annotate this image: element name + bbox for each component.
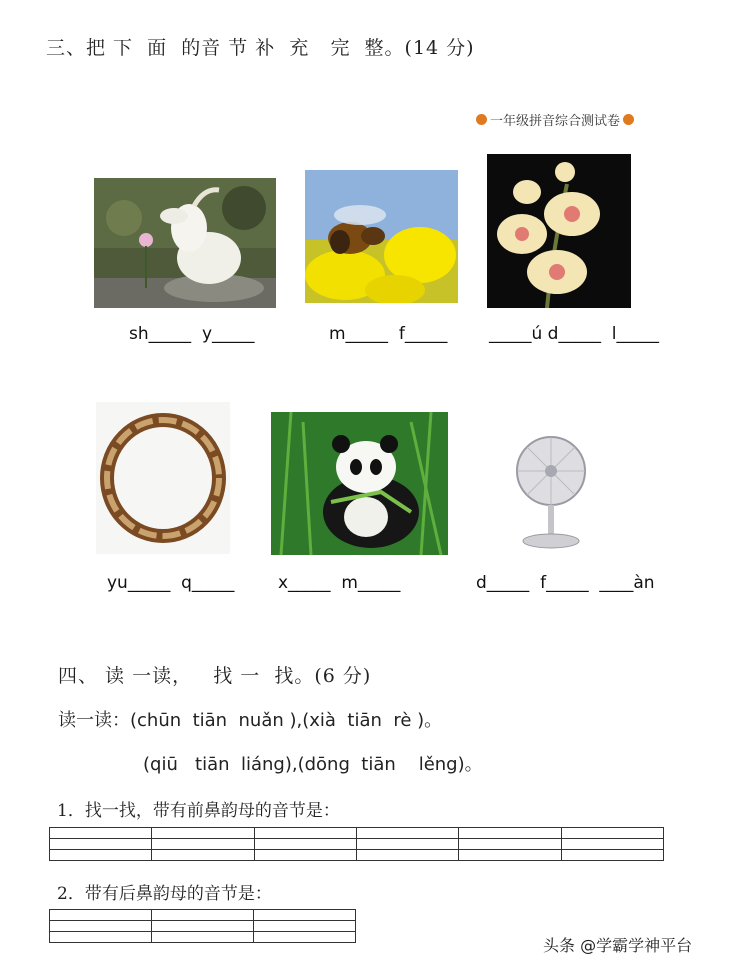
read-line-1 <box>58 706 442 732</box>
answer-cell[interactable] <box>50 850 152 861</box>
answer-cell[interactable] <box>561 850 663 861</box>
question-2: 2．带有后鼻韵母的音节是： <box>57 884 272 904</box>
table-row <box>50 910 356 921</box>
answer-cell[interactable] <box>254 910 356 921</box>
answer-cell[interactable] <box>50 932 152 943</box>
answer-cell[interactable] <box>50 839 152 850</box>
bee-picture <box>305 170 458 303</box>
answer-cell[interactable] <box>561 828 663 839</box>
orange-dot-icon <box>623 114 634 125</box>
answer-cell[interactable] <box>459 828 561 839</box>
pinyin-line-2: (qiū tiān liáng),(dōng tiān lěng)。 <box>143 754 483 775</box>
answer-cell[interactable] <box>152 921 254 932</box>
answer-cell[interactable] <box>152 839 254 850</box>
answer-cell[interactable] <box>152 932 254 943</box>
blank-ring[interactable]: yu_____ q_____ <box>107 573 235 593</box>
orange-dot-icon <box>476 114 487 125</box>
answer-cell[interactable] <box>356 850 458 861</box>
answer-cell[interactable] <box>152 910 254 921</box>
table-row <box>50 921 356 932</box>
blank-goat[interactable]: sh_____ y_____ <box>129 324 255 344</box>
answer-cell[interactable] <box>254 839 356 850</box>
answer-cell[interactable] <box>254 850 356 861</box>
table-row <box>50 828 664 839</box>
answer-cell[interactable] <box>152 828 254 839</box>
blank-orchid[interactable]: _____ú d_____ l_____ <box>489 324 659 344</box>
answer-cell[interactable] <box>459 850 561 861</box>
section-4-title: 四、 读 一读， 找 一 找。(6 分) <box>58 665 372 687</box>
test-badge <box>476 110 634 129</box>
answer-cell[interactable] <box>50 921 152 932</box>
goat-picture <box>94 178 276 308</box>
answer-cell[interactable] <box>459 839 561 850</box>
table-row <box>50 850 664 861</box>
answer-cell[interactable] <box>356 839 458 850</box>
bamboo-ring-picture <box>96 402 230 554</box>
read-label: 读一读： <box>58 710 130 731</box>
panda-picture <box>271 412 448 555</box>
pinyin-line-1: (chūn tiān nuǎn ),(xià tiān rè )。 <box>130 710 443 731</box>
watermark: 头条 @学霸学神平台 <box>543 936 693 955</box>
blank-fan[interactable]: d_____ f_____ ____àn <box>476 573 655 593</box>
question-1: 1．找一找，带有前鼻韵母的音节是： <box>57 801 340 821</box>
blank-panda[interactable]: x_____ m_____ <box>278 573 401 593</box>
answer-cell[interactable] <box>152 850 254 861</box>
answer-cell[interactable] <box>561 839 663 850</box>
table-row <box>50 839 664 850</box>
answer-cell[interactable] <box>254 921 356 932</box>
blank-bee[interactable]: m_____ f_____ <box>329 324 448 344</box>
answer-cell[interactable] <box>254 828 356 839</box>
fan-picture <box>510 425 592 553</box>
section-3-title: 三、把 下 面 的音 节 补 充 完 整。(14 分) <box>46 37 475 59</box>
answer-table-1 <box>49 827 664 861</box>
answer-table-2 <box>49 909 356 943</box>
answer-cell[interactable] <box>254 932 356 943</box>
answer-cell[interactable] <box>50 828 152 839</box>
badge-text: 一年级拼音综合测试卷 <box>490 114 621 129</box>
orchid-picture <box>487 154 631 308</box>
answer-cell[interactable] <box>50 910 152 921</box>
table-row <box>50 932 356 943</box>
answer-cell[interactable] <box>356 828 458 839</box>
